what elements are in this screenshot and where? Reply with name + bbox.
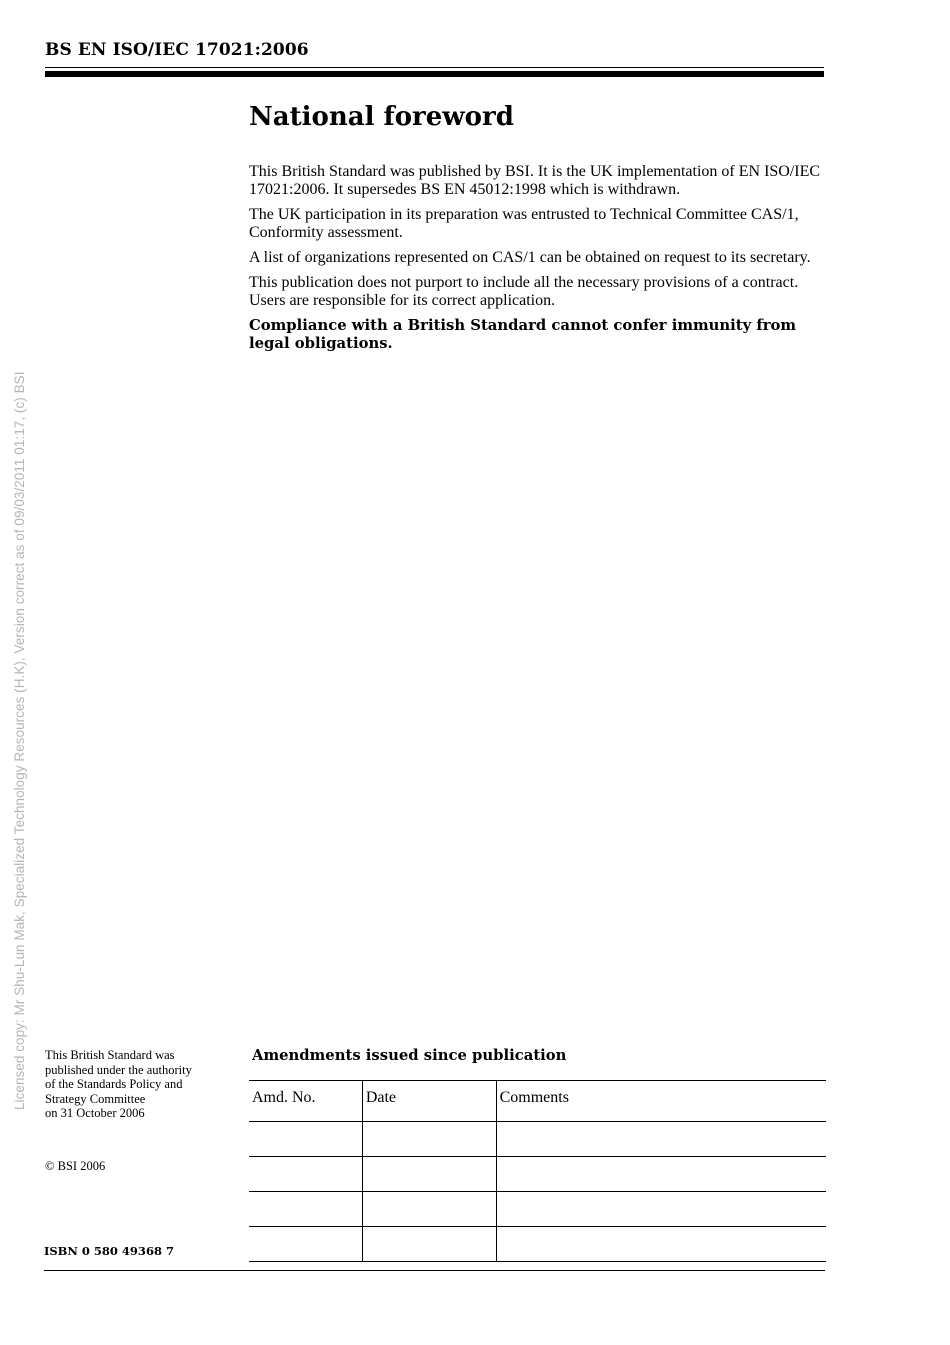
table-cell [249,1227,362,1262]
table-row [249,1122,826,1157]
foreword-body [249,163,827,360]
foreword-paragraph: A list of organizations represented on CAS/1 can be obtained on request to its secretary. [249,249,811,266]
copyright-notice: © BSI 2006 [45,1159,106,1173]
compliance-notice: Compliance with a British Standard cannot confer immunity from legal obligations. [249,317,797,352]
table-cell [362,1192,496,1227]
isbn: ISBN 0 580 49368 7 [44,1244,174,1258]
authority-line: published under the authority [45,1062,192,1077]
table-cell [496,1227,826,1262]
authority-line: This British Standard was [45,1048,175,1062]
table-cell [249,1157,362,1192]
foreword-paragraph: This publication does not purport to include all the necessary provisions of a contract. Users are responsible for its correct application. [249,274,799,309]
amendments-table [249,1080,826,1262]
table-header-row [249,1081,826,1122]
authority-line: of the Standards Policy and [45,1077,183,1091]
column-header-amd-no: Amd. No. [249,1081,362,1122]
table-cell [362,1157,496,1192]
table-cell [249,1122,362,1157]
table-row [249,1227,826,1262]
foreword-paragraph: This British Standard was published by BSI. It is the UK implementation of EN ISO/IEC 17021:2006. It supersedes BS EN 45012:1998 which is withdrawn. [249,163,821,198]
column-header-date: Date [362,1081,496,1122]
authority-line: Strategy Committee [45,1091,146,1106]
license-watermark: Licensed copy: Mr Shu-Lun Mak, Specialized Technology Resources (H.K), Version correct as of 09/03/2011 01:17, (c) BSI [12,371,27,1110]
table-row [249,1157,826,1192]
header-thin-rule [45,67,824,68]
publication-authority [45,1048,235,1121]
table-row [249,1192,826,1227]
document-id-header: BS EN ISO/IEC 17021:2006 [45,40,309,60]
table-cell [496,1192,826,1227]
column-header-comments: Comments [496,1081,826,1122]
foreword-heading: National foreword [249,102,514,132]
table-cell [496,1157,826,1192]
table-cell [496,1122,826,1157]
footer-rule [44,1270,825,1271]
header-thick-rule [45,71,824,77]
amendments-heading: Amendments issued since publication [252,1047,567,1064]
table-cell [249,1192,362,1227]
table-cell [362,1122,496,1157]
authority-line: on 31 October 2006 [45,1106,145,1120]
foreword-paragraph: The UK participation in its preparation was entrusted to Technical Committee CAS/1, Conformity assessment. [249,206,799,241]
table-cell [362,1227,496,1262]
